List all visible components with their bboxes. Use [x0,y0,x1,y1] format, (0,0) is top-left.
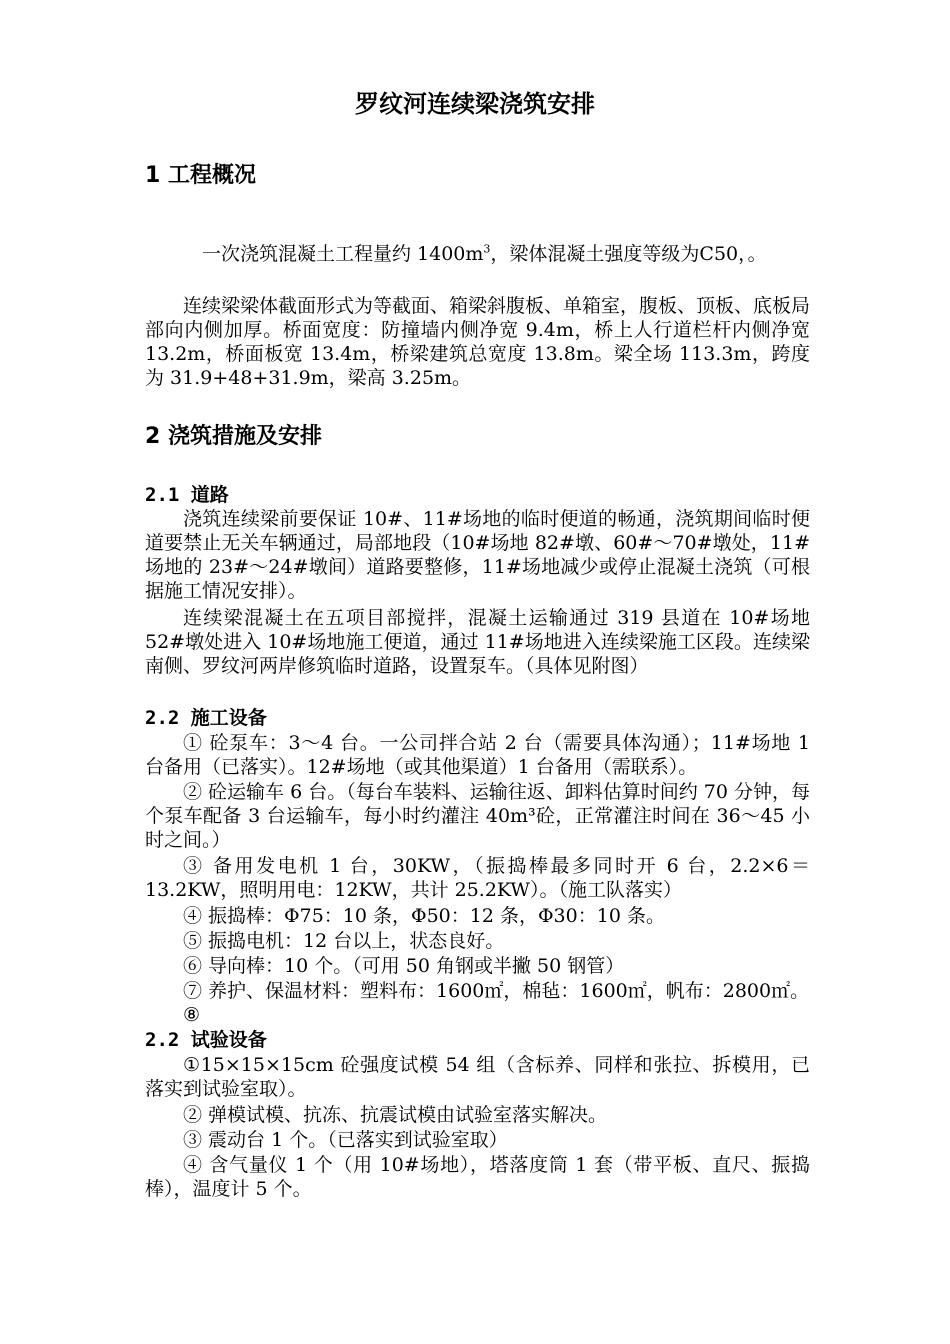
section-heading-overview: 1 工程概况 [145,163,256,188]
road-paragraph-2: 连续梁混凝土在五项目部搅拌，混凝土运输通过 319 县道在 10#场地 52#墩处进入 10#场地施工便道，通过 11#场地进入连续梁施工区段。连续梁南侧、罗纹河两岸修筑临时道路，设置泵车。（具体见附图） [145,607,810,677]
equipment-item-1: ① 砼泵车：3～4 台。一公司拌合站 2 台（需要具体沟通）；11#场地 1 台备用（已落实）。12#场地（或其他渠道）1 台备用（需联系）。 [145,732,810,778]
test-item-2: ② 弹模试模、抗冻、抗震试模由试验室落实解决。 [183,1104,608,1126]
overview-paragraph-1: 一次浇筑混凝土工程量约 $1400m^3$，梁体混凝土强度等级为C50，。 [202,242,767,265]
document-title: 罗纹河连续梁浇筑安排 [355,90,595,118]
equipment-item-5: ⑤ 振捣电机：12 台以上，状态良好。 [183,930,505,952]
equipment-item-6: ⑥ 导向棒：10 个。（可用 50 角钢或半撇 50 钢管） [183,955,625,977]
equipment-item-2: ② 砼运输车 6 台。（每台车装料、运输往返、卸料估算时间约 70 分钟，每个泵车配备 3 台运输车，每小时约灌注 40m³砼，正常灌注时间在 36～45 小时之间。） [145,781,810,851]
overview-paragraph-2: 连续梁梁体截面形式为等截面、箱梁斜腹板、单箱室，腹板、顶板、底板局部向内侧加厚。桥面宽度：防撞墙内侧净宽 9.4m，桥上人行道栏杆内侧净宽 13.2m，桥面板宽 13.4m，桥梁建筑总宽度 13.8m。梁全场 113.3m，跨度为 31.9+48+31.9m，梁高 3.25m。 [145,295,811,389]
equipment-item-4: ④ 振捣棒：Φ75：10 条，Φ50：12 条，Φ30：10 条。 [183,905,665,927]
equipment-item-7: ⑦ 养护、保温材料：塑料布：1600㎡，棉毡：1600㎡，帆布：2800㎡。 [183,980,810,1002]
subsection-heading-equipment: 2.2 施工设备 [145,707,267,729]
test-item-3: ③ 震动台 1 个。（已落实到试验室取） [183,1129,508,1151]
equipment-item-8: ⑧ [183,1004,201,1026]
road-paragraph-1: 浇筑连续梁前要保证 10#、11#场地的临时便道的畅通，浇筑期间临时便道要禁止无关车辆通过，局部地段（10#场地 82#墩、60#～70#墩处，11#场地的 23#～24#墩间）道路要整修，11#场地减少或停止混凝土浇筑（可根据施工情况安排）。 [145,508,810,602]
test-item-1: ①15×15×15cm 砼强度试模 54 组（含标养、同样和张拉、拆模用，已落实到试验室取）。 [145,1054,810,1100]
test-item-4: ④ 含气量仪 1 个（用 10#场地），塔落度筒 1 套（带平板、直尺、振捣棒），温度计 5 个。 [145,1154,810,1200]
section-heading-pouring: 2 浇筑措施及安排 [145,424,322,449]
subsection-heading-road: 2.1 道路 [145,484,229,506]
subsection-heading-test-equipment: 2.2 试验设备 [145,1029,267,1051]
equipment-item-3: ③ 备用发电机 1 台，30KW，（振捣棒最多同时开 6 台，2.2×6＝13.2KW，照明用电：12KW，共计 25.2KW）。（施工队落实） [145,855,810,901]
